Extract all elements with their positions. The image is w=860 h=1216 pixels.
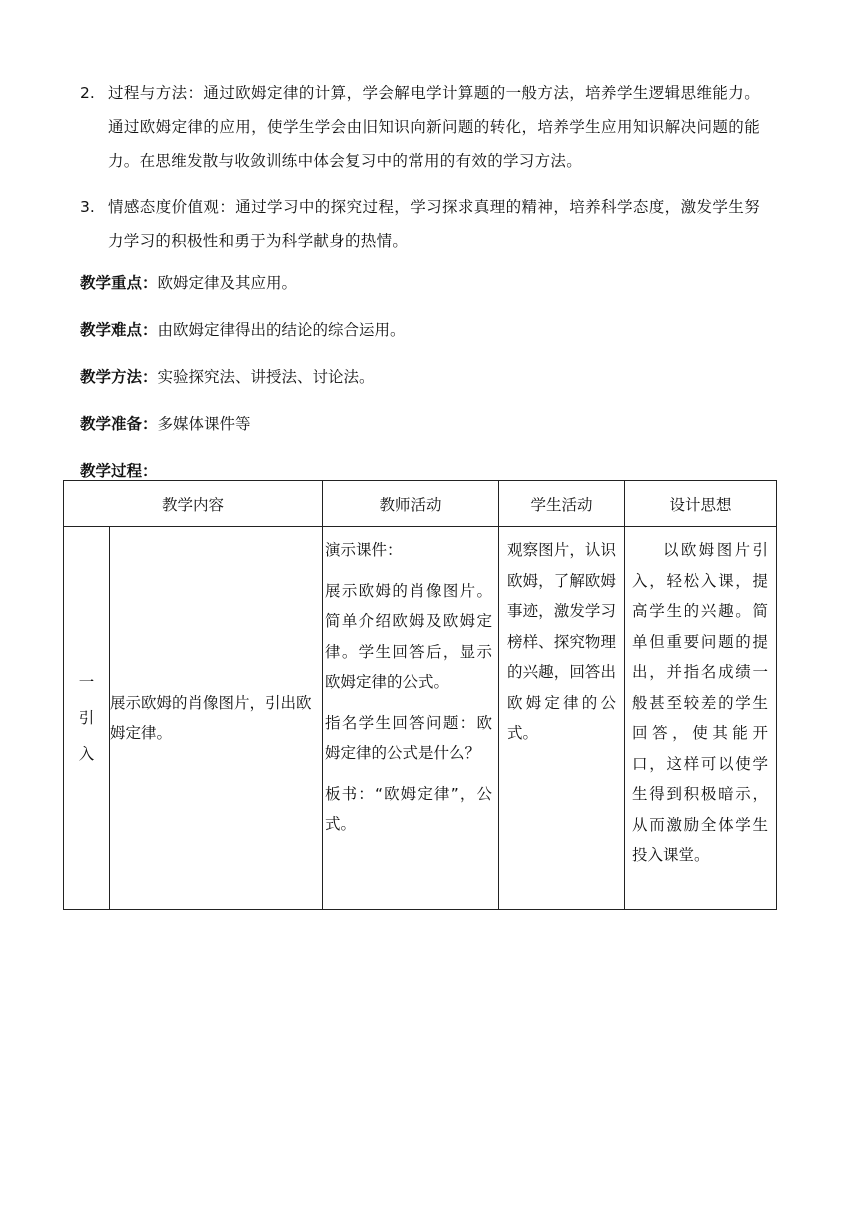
process-label: 教学过程： <box>80 462 158 480</box>
objective-item <box>80 76 760 178</box>
objective-item <box>80 190 760 258</box>
teacher-cell <box>323 527 499 910</box>
teacher-line: 指名学生回答问题：欧姆定律的公式是什么？ <box>325 713 493 762</box>
table-row <box>64 527 777 910</box>
header-content: 教学内容 <box>64 481 323 527</box>
stage-cell <box>64 527 110 910</box>
key-point-value: 欧姆定律及其应用。 <box>157 274 298 292</box>
teacher-line: 演示课件： <box>325 541 403 559</box>
method-row <box>80 360 770 407</box>
difficulty-label: 教学难点： <box>80 321 158 339</box>
objective-number: 2. <box>80 84 95 102</box>
lesson-info <box>80 266 770 501</box>
content-cell <box>110 527 323 910</box>
stage-char: 引 <box>78 709 95 727</box>
teacher-line: 板书：“欧姆定律”，公式。 <box>325 784 493 833</box>
header-student: 学生活动 <box>499 481 625 527</box>
key-point-label: 教学重点： <box>80 274 158 292</box>
student-cell <box>499 527 625 910</box>
method-value: 实验探究法、讲授法、讨论法。 <box>157 368 375 386</box>
difficulty-value: 由欧姆定律得出的结论的综合运用。 <box>157 321 406 339</box>
stage-char: 一 <box>78 673 95 691</box>
difficulty-row <box>80 313 770 360</box>
content-text: 展示欧姆的肖像图片，引出欧姆定律。 <box>110 694 312 742</box>
header-design: 设计思想 <box>625 481 777 527</box>
preparation-value: 多媒体课件等 <box>157 415 251 433</box>
preparation-label: 教学准备： <box>80 415 158 433</box>
header-teacher: 教师活动 <box>323 481 499 527</box>
objective-number: 3. <box>80 198 95 216</box>
stage-char: 入 <box>78 745 95 763</box>
teacher-line: 展示欧姆的肖像图片。简单介绍欧姆及欧姆定律。学生回答后，显示欧姆定律的公式。 <box>325 581 493 691</box>
objective-text: 情感态度价值观：通过学习中的探究过程，学习探求真理的精神，培养科学态度，激发学生努力学习的积极性和勇于为科学献身的热情。 <box>108 198 760 250</box>
objectives-list <box>80 76 760 270</box>
method-label: 教学方法： <box>80 368 158 386</box>
key-point-row <box>80 266 770 313</box>
design-text: 以欧姆图片引入，轻松入课，提高学生的兴趣。简单但重要问题的提出，并指名成绩一般甚至较差的学生回答，使其能开口，这样可以使学生得到积极暗示，从而激励全体学生投入课堂。 <box>632 541 769 864</box>
table-header-row <box>64 481 777 527</box>
objective-text: 过程与方法：通过欧姆定律的计算，学会解电学计算题的一般方法，培养学生逻辑思维能力。通过欧姆定律的应用，使学生学会由旧知识向新问题的转化，培养学生应用知识解决问题的能力。在思维发散与收敛训练中体会复习中的常用的有效的学习方法。 <box>108 84 760 170</box>
design-cell <box>625 527 777 910</box>
student-text: 观察图片，认识欧姆，了解欧姆事迹，激发学习榜样、探究物理的兴趣，回答出欧姆定律的公式。 <box>507 541 617 742</box>
lesson-plan-table <box>63 480 777 910</box>
preparation-row <box>80 407 770 454</box>
